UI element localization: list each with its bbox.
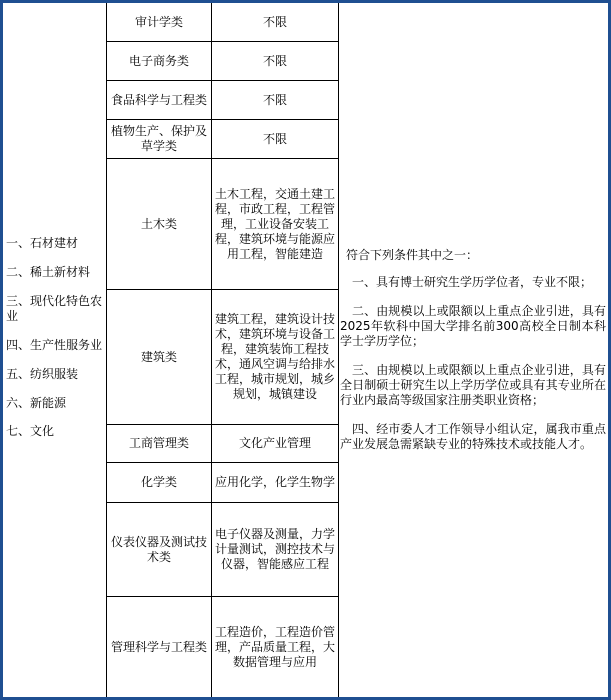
major-cell: 应用化学，化学生物学 xyxy=(215,475,336,489)
industry-item: 二、稀土新材料 xyxy=(6,265,91,279)
category-cell: 管理科学与工程类 xyxy=(110,639,207,654)
category-cell: 化学类 xyxy=(140,475,177,489)
major-cell: 电子仪器及测量，力学计量测试，测控技术与仪器，智能感应工程 xyxy=(215,527,336,571)
industry-item: 六、新能源 xyxy=(6,396,67,410)
industry-item: 四、生产性服务业 xyxy=(6,338,103,352)
major-cell: 不限 xyxy=(262,53,287,68)
condition-item: 四、经市委人才工作领导小组认定，属我市重点产业发展急需紧缺专业的特殊技术或技能人才。 xyxy=(340,422,606,451)
category-cell: 审计学类 xyxy=(134,14,183,29)
category-cell: 工商管理类 xyxy=(128,436,189,450)
condition-item: 一、具有博士研究生学历学位者，专业不限； xyxy=(352,275,593,289)
industry-item: 三、现代化特色农业 xyxy=(6,294,103,323)
major-cell: 不限 xyxy=(262,14,287,29)
condition-item: 二、由规模以上或限额以上重点企业引进，具有2025年软科中国大学排名前300高校全日制本科学士学历学位； xyxy=(340,304,606,348)
condition-item: 三、由规模以上或限额以上重点企业引进，具有全日制硕士研究生以上学历学位或具有其专业所在行业内最高等级国家注册类职业资格； xyxy=(340,363,606,407)
conditions-intro: 符合下列条件其中之一： xyxy=(346,248,479,262)
major-cell: 不限 xyxy=(262,131,287,146)
category-cell: 电子商务类 xyxy=(128,53,189,68)
major-cell: 土木工程，交通土建工程，市政工程，工程管理，工业设备安装工程，建筑环境与能源应用工程，智能建造 xyxy=(215,186,336,261)
category-cell: 食品科学与工程类 xyxy=(110,92,207,107)
category-cell: 建筑类 xyxy=(140,349,177,364)
industry-item: 七、文化 xyxy=(6,424,55,438)
conditions-text xyxy=(340,248,606,466)
major-cell: 不限 xyxy=(262,92,287,107)
column-divider xyxy=(338,3,339,697)
category-cell: 土木类 xyxy=(140,216,177,231)
major-cell: 文化产业管理 xyxy=(238,436,311,450)
major-cell: 工程造价，工程造价管理，产品质量工程，大数据管理与应用 xyxy=(215,624,336,669)
industry-item: 五、纺织服装 xyxy=(6,367,79,381)
industry-item: 一、石材建材 xyxy=(6,236,79,250)
category-cell: 仪表仪器及测试技术类 xyxy=(110,534,207,564)
category-cell: 植物生产、保护及草学类 xyxy=(110,124,207,153)
major-cell: 建筑工程，建筑设计技术，建筑环境与设备工程，建筑装饰工程技术，通风空调与给排水工程，城市规划，城乡规划，城镇建设 xyxy=(215,312,336,401)
